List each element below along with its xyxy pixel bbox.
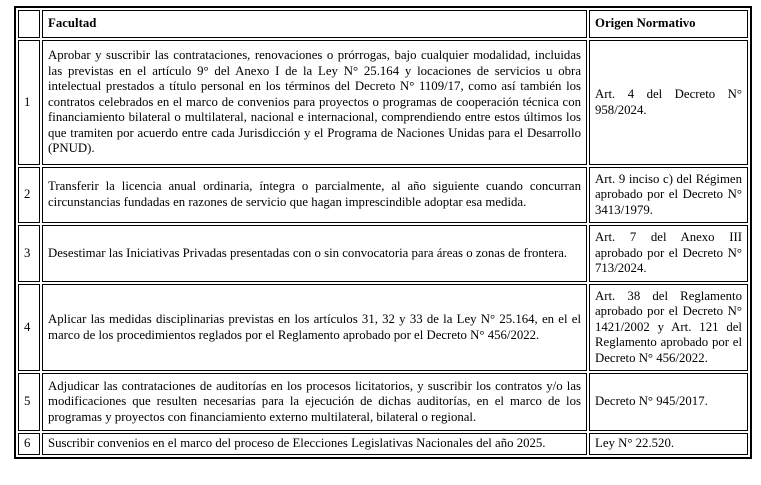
table-row [18, 433, 748, 455]
row-origen-normativo: Ley N° 22.520. [589, 433, 748, 455]
row-number: 5 [18, 373, 40, 431]
row-number: 3 [18, 225, 40, 282]
table-row [18, 167, 748, 223]
row-number: 1 [18, 40, 40, 165]
row-origen-normativo: Art. 38 del Reglamento aprobado por el Decreto N° 1421/2002 y Art. 121 del Reglamento aprobado por el Decreto N° 456/2022. [589, 284, 748, 371]
row-origen-normativo: Art. 4 del Decreto N° 958/2024. [589, 40, 748, 165]
table-row [18, 225, 748, 282]
table-row [18, 40, 748, 165]
row-origen-normativo: Art. 7 del Anexo III aprobado por el Decreto N° 713/2024. [589, 225, 748, 282]
facultades-table [14, 6, 752, 459]
row-number: 6 [18, 433, 40, 455]
row-facultad: Aprobar y suscribir las contrataciones, renovaciones o prórrogas, bajo cualquier modalidad, incluidas las previstas en el artículo 9° del Anexo I de la Ley N° 25.164 y locaciones de servicios u obra intelectual prestados a título personal en los términos del Decreto N° 1109/17, como así también los contratos celebrados en el marco de convenios para proyectos o programas de cooperación técnica con financiamiento bilateral o multilateral, nacional e internacional, comprendiendo entre estos últimos los que tramiten por acuerdo entre cada Jurisdicción y el Programa de Naciones Unidas para el Desarrollo (PNUD). [42, 40, 587, 165]
table-header-row [18, 10, 748, 38]
row-number: 2 [18, 167, 40, 223]
row-origen-normativo: Art. 9 inciso c) del Régimen aprobado por el Decreto N° 3413/1979. [589, 167, 748, 223]
row-facultad: Desestimar las Iniciativas Privadas presentadas con o sin convocatoria para áreas o zonas de frontera. [42, 225, 587, 282]
header-facultad: Facultad [42, 10, 587, 38]
row-facultad: Aplicar las medidas disciplinarias previstas en los artículos 31, 32 y 33 de la Ley N° 25.164, en el el marco de los procedimientos reglados por el Reglamento aprobado por el Decreto N° 456/2022. [42, 284, 587, 371]
header-number [18, 10, 40, 38]
row-facultad: Adjudicar las contrataciones de auditorías en los procesos licitatorios, y suscribir los contratos y/o las modificaciones que resulten necesarias para la ejecución de dichas auditorías, en el marco de los programas y proyectos con financiamiento externo multilateral, bilateral o regional. [42, 373, 587, 431]
row-facultad: Suscribir convenios en el marco del proceso de Elecciones Legislativas Nacionales del año 2025. [42, 433, 587, 455]
row-origen-normativo: Decreto N° 945/2017. [589, 373, 748, 431]
row-number: 4 [18, 284, 40, 371]
table-row [18, 284, 748, 371]
table-row [18, 373, 748, 431]
row-facultad: Transferir la licencia anual ordinaria, íntegra o parcialmente, al año siguiente cuando concurran circunstancias fundadas en razones de servicio que hagan imprescindible adoptar esa medida. [42, 167, 587, 223]
header-origen-normativo: Origen Normativo [589, 10, 748, 38]
